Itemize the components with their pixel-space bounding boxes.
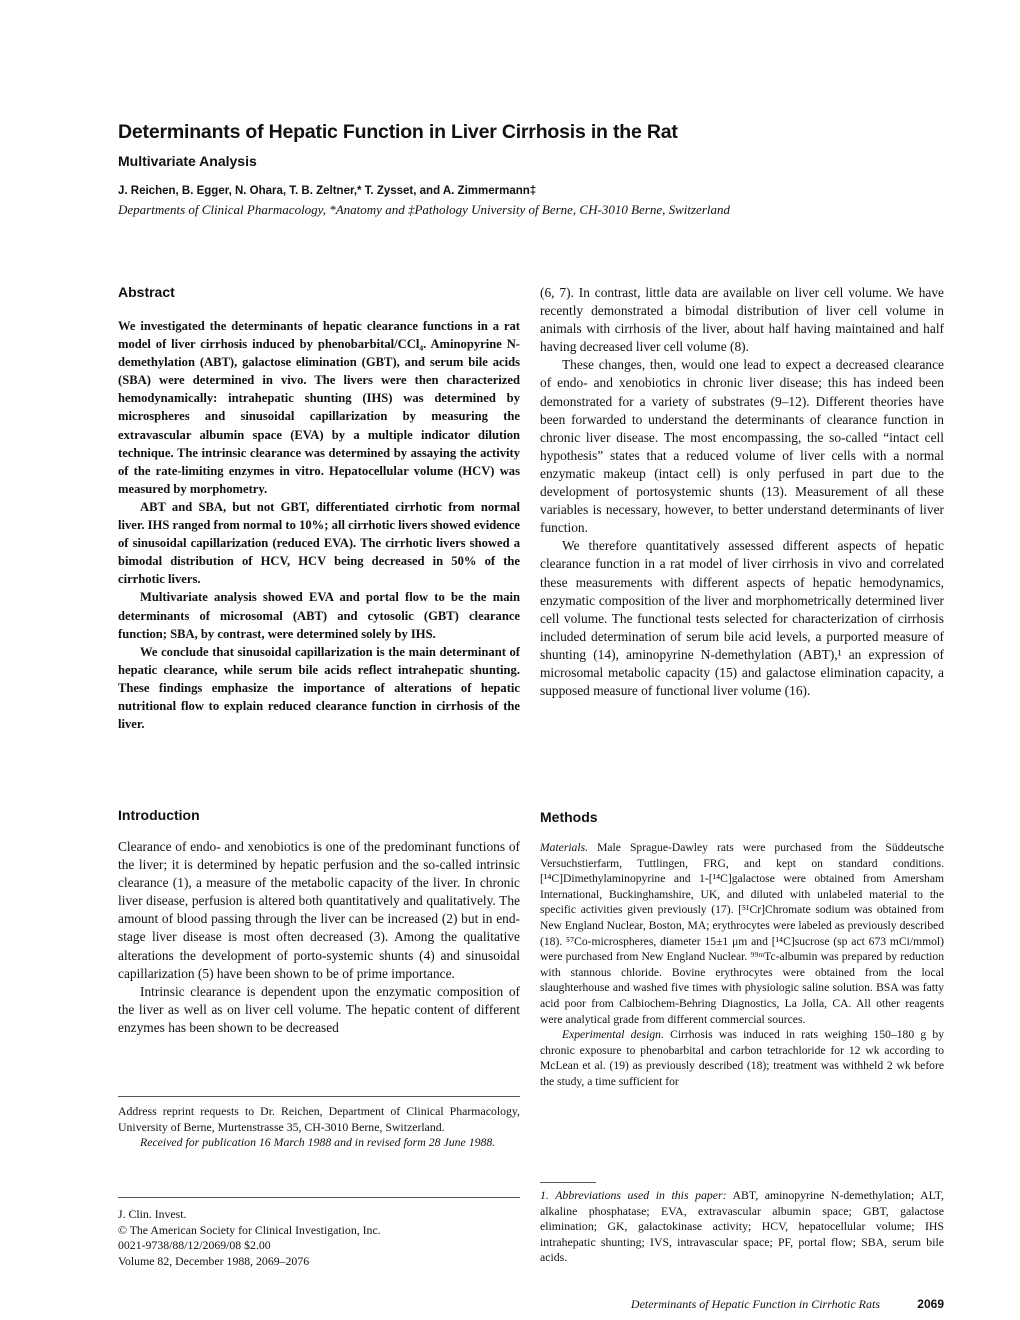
introduction-continued — [540, 284, 944, 700]
reprint-address: Address reprint requests to Dr. Reichen, Department of Clinical Pharmacology, University of Berne, Murtenstrasse 35, CH-3010 Berne, Switzerland. — [118, 1104, 520, 1134]
body-paragraph: We therefore quantitatively assessed different aspects of hepatic clearance function in a rat model of liver cirrhosis in vivo and correlated these measurements with different aspects of hepatic hemodynamics, enzymatic composition of the liver and morphometrically determined liver cell volume. The functional tests selected for characterization of cirrhosis included determination of serum bile acid levels, a purported measure of shunting (14), aminopyrine N-demethylation (ABT),¹ an expression of microsomal metabolic capacity (15) and galactose elimination capacity, a supposed measure of functional liver volume (16). — [540, 538, 944, 699]
abbreviations-footnote — [540, 1188, 944, 1266]
footnote-rule — [540, 1182, 596, 1183]
introduction-paragraph: Clearance of endo- and xenobiotics is one of the predominant functions of the liver; it is determined by hepatic perfusion and the so-called intrinsic clearance (1), a measure of the metabolic capacity of the liver. In chronic liver disease, perfusion is altered both quantitatively and qualitatively. The amount of blood passing through the liver can be increased (2) but in end-stage liver disease is most often decreased (3). Among the qualitative alterations the development of porto-systemic shunts (4) and sinusoidal capillarization (5) have been shown to be of prime importance. — [118, 839, 520, 981]
article-title: Determinants of Hepatic Function in Liver Cirrhosis in the Rat — [118, 121, 678, 143]
running-title: Determinants of Hepatic Function in Cirrhotic Rats — [630, 1297, 880, 1311]
abstract-paragraph: ABT and SBA, but not GBT, differentiated cirrhotic from normal liver. IHS ranged from normal to 10%; all cirrhotic livers showed evidence of sinusoidal capillarization (reduced EVA). The cirrhotic livers showed a bimodal distribution of HCV, HCV being decreased in 50% of the cirrhotic livers. — [118, 499, 520, 587]
methods-heading: Methods — [540, 809, 598, 825]
materials-label: Materials. — [540, 841, 588, 854]
affiliation: Departments of Clinical Pharmacology, *Anatomy and ‡Pathology University of Berne, CH-3010 Berne, Switzerland — [118, 202, 731, 217]
design-text: Cirrhosis was induced in rats weighing 150–180 g by chronic exposure to phenobarbital and carbon tetrachloride for 12 wk according to McLean et al. (19) as previously described (18); treatment was withheld 2 wk before the study, a time sufficient for — [540, 1028, 944, 1088]
page-number: 2069 — [917, 1297, 944, 1311]
article-subtitle: Multivariate Analysis — [118, 153, 257, 169]
body-paragraph: These changes, then, would one lead to expect a decreased clearance of endo- and xenobiotics in chronic liver disease; this has indeed been demonstrated for a variety of substrates (9–12). Different theories have been forwarded to understand the determinants of clearance function in chronic liver disease. The most encompassing, the so-called “intact cell hypothesis” states that a reduced volume of liver cells with a normal enzymatic makeup (intact cell) is only perfused in part due to the development of portosystemic shunts (13). Measurement of all these variables is necessary, however, to better understand determinants of liver function. — [540, 357, 944, 536]
volume-line: Volume 82, December 1988, 2069–2076 — [118, 1253, 310, 1268]
page-footer — [560, 1296, 950, 1314]
abstract-section — [118, 283, 520, 733]
footnote-divider — [118, 1096, 520, 1097]
issn-line: 0021-9738/88/12/2069/08 $2.00 — [118, 1238, 271, 1253]
publication-divider — [118, 1197, 520, 1198]
footnote-label: 1. Abbreviations used in this paper: — [540, 1188, 727, 1202]
copyright-line: © The American Society for Clinical Investigation, Inc. — [118, 1222, 381, 1237]
design-label: Experimental design. — [562, 1028, 664, 1042]
received-dates: Received for publication 16 March 1988 and in revised form 28 June 1988. — [140, 1135, 496, 1150]
abstract-paragraph: We investigated the determinants of hepatic clearance functions in a rat model of liver cirrhosis induced by phenobarbital/CCl₄. Aminopyrine N-demethylation (ABT), galactose elimination (GBT), and serum bile acids (SBA) were determined in vivo. The livers were then characterized hemodynamically: intrahepatic shunting (IHS) was determined by microspheres and sinusoidal capillarization by measuring the extravascular albumin space (EVA) by a multiple indicator dilution technique. The intrinsic clearance was determined by assaying the activity of the rate-limiting enzymes in vitro. Hepatocellular volume (HCV) was measured by morphometry. — [118, 319, 520, 496]
body-paragraph: (6, 7). In contrast, little data are available on liver cell volume. We have recently demonstrated a bimodal distribution of liver cell volume in animals with cirrhosis of the liver, about half having maintained and half having decreased liver cell volume (8). — [540, 285, 944, 355]
journal-name: J. Clin. Invest. — [118, 1207, 187, 1221]
methods-paragraph — [540, 840, 944, 1027]
methods-section — [540, 808, 944, 1090]
introduction-heading: Introduction — [118, 807, 200, 823]
abstract-heading: Abstract — [118, 284, 175, 300]
abstract-paragraph: Multivariate analysis showed EVA and portal flow to be the main determinants of microsomal (ABT) and cytosolic (GBT) clearance function; SBA, by contrast, were determined solely by IHS. — [118, 590, 520, 641]
footnote-text: ABT, aminopyrine N-demethylation; ALT, alkaline phosphatase; EVA, extravascular albumin space; GBT, galactose elimination; GK, galactokinase activity; HCV, hepatocellular volume; IHS intrahepatic shunting; IVS, intravascular space; PF, portal flow; SBA, serum bile acids. — [540, 1188, 944, 1265]
author-list: J. Reichen, B. Egger, N. Ohara, T. B. Zeltner,* T. Zysset, and A. Zimmermann‡ — [118, 185, 537, 197]
materials-text: Male Sprague-Dawley rats were purchased from the Süddeutsche Versuchstierfarm, Tuttlingen, FRG, and kept on standard conditions. [¹⁴C]Dimethylaminopyrine and 1-[¹⁴C]galactose were obtained from Amersham International, Buckinghamshire, UK, and diluted with unlabeled material to the specific activities given previously (17). [⁵¹Cr]Chromate sodium was obtained from New England Nuclear, Boston, MA; erythrocytes were labeled as previously described (18). ⁵⁷Co-microspheres, diameter 15±1 μm and [¹⁴C]sucrose (sp act 673 mCi/mmol) were purchased from New England Nuclear. ⁹⁹ᵐTc-albumin was prepared by reduction with stannous chloride. Bovine erythrocytes were obtained from the local slaughterhouse and washed five times with physiologic saline solution. BSA was fatty acid poor from Calbiochem-Behring Diagnostics, La Jolla, CA. All other reagents were analytical grade from different commercial sources. — [540, 841, 944, 1026]
correspondence-note — [118, 1104, 520, 1151]
introduction-paragraph: Intrinsic clearance is dependent upon the enzymatic composition of the liver as well as on liver cell volume. The hepatic content of different enzymes has been shown to be decreased — [118, 983, 520, 1035]
publication-info — [118, 1207, 520, 1269]
methods-paragraph — [540, 1027, 944, 1089]
abstract-paragraph: We conclude that sinusoidal capillarization is the main determinant of hepatic clearance, while serum bile acids reflect intrahepatic shunting. These findings emphasize the importance of alterations of hepatic nutritional flow to explain reduced clearance function in cirrhosis of the liver. — [118, 644, 520, 732]
introduction-section — [118, 806, 520, 1037]
